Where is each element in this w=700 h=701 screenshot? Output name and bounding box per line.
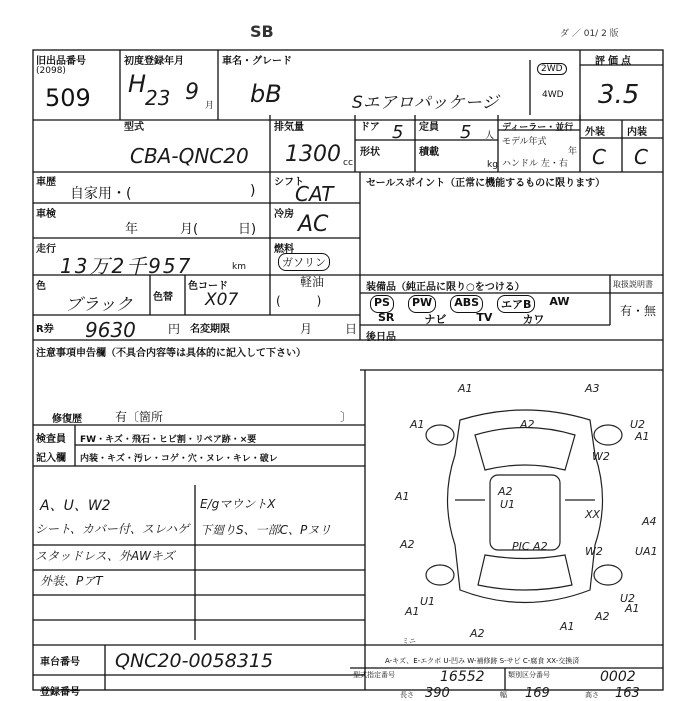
fuel-alt: 軽油: [300, 275, 325, 289]
height-value: 163: [615, 686, 640, 701]
equip-aw: AW: [549, 295, 570, 308]
equip-abs: ABS: [450, 295, 483, 313]
mark-21: A1: [625, 602, 640, 615]
exterior-label: 外装: [585, 127, 605, 138]
mark-23: A1: [560, 620, 575, 633]
mark-8: A1: [395, 490, 410, 503]
notes-label: 注意事項申告欄（不具合内容等は具体的に記入して下さい）: [36, 348, 306, 359]
usage-close: ): [250, 183, 256, 199]
recycle-value: 9630: [85, 318, 136, 342]
mark-20: U2: [620, 592, 636, 605]
mileage-unit: km: [232, 262, 246, 272]
equipment-row2: [378, 311, 544, 327]
sales-point-label: セールスポイント（正常に機能するものに限ります）: [366, 178, 606, 189]
spec-num-label: 型式指定番号: [353, 671, 395, 679]
equip-sr: SR: [378, 311, 395, 324]
drive-2wd: 2WD: [537, 63, 567, 75]
fuel-label: 燃料: [274, 244, 294, 255]
width-label: 幅: [500, 691, 507, 699]
mark-16: UA1: [635, 545, 658, 558]
header-date: ダ ／ 01/ 2 版: [560, 29, 619, 39]
mark-15: W2: [585, 545, 603, 558]
model-value: CBA-QNC20: [130, 144, 249, 168]
mark-5: U2: [630, 418, 646, 431]
equip-pw: PW: [408, 295, 436, 313]
checker-label-1: 検査員: [36, 434, 66, 445]
mark-22: A2: [595, 610, 610, 623]
car-grade: Sエアロパッケージ: [352, 93, 499, 113]
score-value: 3.5: [598, 80, 640, 110]
mark-3: A1: [410, 418, 425, 431]
repair-label: 修復歴: [52, 414, 82, 425]
ac-value: AC: [298, 212, 329, 237]
color-change-label: 色替: [153, 292, 173, 303]
name-change-month: 月: [300, 322, 313, 336]
color-code-label: 色コード: [188, 281, 228, 292]
doors-label: ドア: [360, 122, 380, 133]
drive-4wd: 4WD: [542, 90, 564, 100]
interior-label: 内装: [627, 127, 647, 138]
shift-label: シフト: [274, 177, 304, 188]
capacity-label: 定員: [419, 122, 439, 133]
recycle-unit: 円: [168, 322, 181, 336]
capacity-value: 5: [460, 122, 472, 143]
first-reg-month: 9: [185, 80, 199, 105]
chassis-label: 車台番号: [40, 657, 80, 668]
name-change-label: 名変期限: [190, 324, 230, 335]
mileage-value: 13万2千957: [60, 254, 193, 278]
repair-close: 〕: [340, 410, 353, 424]
remark-line-3: スタッドレス、外AWキズ: [35, 549, 175, 563]
diagram-front: ミニ: [402, 637, 416, 645]
inspection-day: 日): [238, 222, 257, 237]
header-fragment: SB: [250, 22, 274, 41]
shape-label: 形状: [360, 147, 380, 158]
mark-7: W2: [592, 450, 610, 463]
car-outline: [448, 410, 603, 603]
model-year-unit: 年: [568, 147, 578, 157]
fuel-paren: ( ): [276, 294, 322, 308]
mark-1: A1: [458, 382, 473, 395]
capacity-unit: 人: [485, 131, 495, 141]
inspection-month: 月(: [180, 222, 199, 237]
repair-value: 有〔箇所: [115, 410, 164, 424]
wheel-rr: [594, 565, 622, 585]
registration-label: 登録番号: [40, 687, 80, 698]
exterior-grade: C: [592, 145, 606, 169]
mark-6: A1: [635, 430, 650, 443]
shift-value: CAT: [295, 182, 334, 206]
length-value: 390: [425, 686, 450, 701]
wheel-fl: [426, 425, 454, 445]
mark-18: A2: [470, 627, 485, 640]
after-label: 後日品: [366, 332, 396, 343]
remark-right-1: E/gマウントX: [200, 497, 276, 511]
fuel-value: ガソリン: [278, 253, 330, 271]
wheel-rl: [426, 565, 454, 585]
usage-label: 車歴: [36, 177, 56, 188]
windshield-front: [475, 428, 575, 471]
windshield-rear: [478, 555, 572, 590]
first-reg-year: 23: [145, 86, 171, 110]
remark-line-4: 外装、PアT: [40, 574, 103, 588]
mark-11: XX: [585, 508, 601, 521]
equip-tv: TV: [476, 311, 493, 324]
checker-row1: FW・キズ・飛石・ヒビ割・リペア跡・×要: [80, 435, 257, 445]
equip-ps: PS: [370, 295, 394, 313]
manual-value: 有・無: [620, 304, 657, 318]
class-label: 類別区分番号: [508, 671, 550, 679]
load-label: 積載: [419, 147, 439, 158]
lot-label: 旧出品番号: [36, 56, 86, 67]
car-damage-diagram: [380, 380, 670, 640]
equip-leather: カワ: [522, 313, 545, 326]
height-label: 高さ: [585, 691, 599, 699]
mark-4: A2: [520, 418, 535, 431]
first-reg-era: H: [128, 70, 147, 98]
inspection-year: 年: [125, 222, 139, 237]
checker-label-2: 記入欄: [36, 453, 66, 464]
equipment-label: 装備品（純正品に限り○をつける）: [366, 282, 525, 293]
model-label: 型式: [124, 122, 144, 133]
handle-label: ハンドル 左・右: [502, 159, 568, 169]
lot-code: (2098): [36, 66, 66, 76]
dealer-label: ディーラー・並行: [502, 123, 574, 133]
remark-line-1: A、U、W2: [40, 498, 111, 514]
mark-2: A3: [585, 382, 600, 395]
equip-navi: ナビ: [424, 313, 447, 326]
color-label: 色: [36, 281, 46, 292]
mark-10: U1: [500, 498, 516, 511]
width-value: 169: [525, 686, 550, 701]
mark-14: A1: [405, 605, 420, 618]
manual-label: 取扱説明書: [613, 280, 653, 289]
equip-airbag: エアB: [497, 295, 535, 313]
lot-number: 509: [45, 84, 91, 112]
color-code: X07: [205, 290, 239, 310]
inspection-label: 車検: [36, 209, 56, 220]
mark-12: A4: [642, 515, 657, 528]
displacement-label: 排気量: [274, 122, 304, 133]
name-change-day: 日: [345, 322, 358, 336]
mileage-label: 走行: [36, 244, 56, 255]
checker-row2: 内装・キズ・汚レ・コゲ・穴・ヌレ・キレ・破レ: [80, 454, 278, 464]
mark-19: U1: [420, 595, 436, 608]
class-value: 0002: [600, 669, 636, 685]
score-label: 評価点: [595, 56, 634, 67]
wheel-fr: [594, 425, 622, 445]
remark-right-2: 下廻りS、一部C、Pヌリ: [200, 523, 332, 537]
recycle-label: R券: [36, 324, 54, 335]
diagram-legend: A-キズ、E-エクボ U-凹み W-補修跡 S-サビ C-腐食 XX-交換済: [385, 657, 580, 665]
ac-label: 冷房: [274, 209, 294, 220]
model-year-label: モデル年式: [502, 137, 547, 147]
car-label: 車名・グレード: [222, 56, 292, 67]
load-unit: kg: [487, 160, 498, 170]
mark-17: PIC A2: [512, 540, 548, 553]
length-label: 長さ: [400, 691, 414, 699]
car-name: bB: [250, 80, 282, 108]
mark-9: A2: [498, 485, 513, 498]
usage-value: 自家用・(: [70, 186, 132, 202]
chassis-value: QNC20-0058315: [115, 650, 274, 672]
first-reg-unit: 月: [205, 101, 215, 111]
color-value: ブラック: [65, 295, 133, 315]
displacement-value: 1300: [285, 142, 341, 167]
displacement-unit: cc: [343, 158, 353, 168]
first-reg-label: 初度登録年月: [124, 56, 184, 67]
spec-num: 16552: [440, 669, 485, 685]
doors-value: 5: [392, 122, 404, 143]
mark-13: A2: [400, 538, 415, 551]
remark-line-2: シート、カバー付、スレハゲ: [35, 522, 190, 536]
interior-grade: C: [634, 145, 648, 169]
